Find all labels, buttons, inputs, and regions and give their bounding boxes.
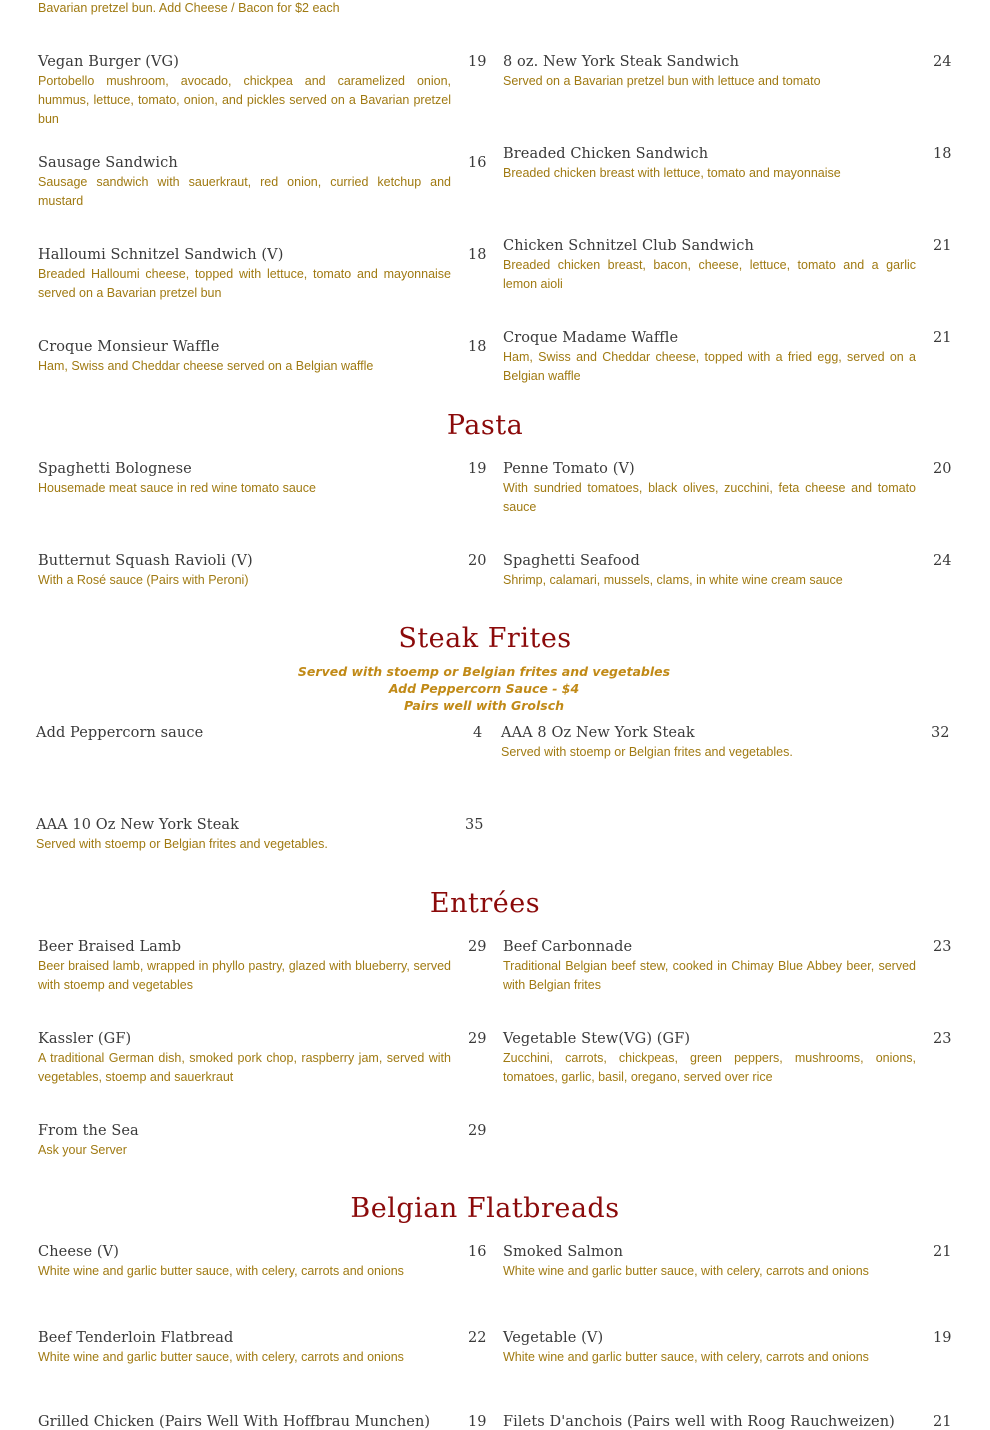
item-name: Spaghetti Seafood	[503, 553, 640, 569]
item-name: Spaghetti Bolognese	[38, 461, 192, 477]
item-name: Croque Monsieur Waffle	[38, 339, 220, 355]
item-description: Zucchini, carrots, chickpeas, green peppers, mushrooms, onions, tomatoes, garlic, basil, oregano, served over rice	[503, 1051, 916, 1084]
item-description: Portobello mushroom, avocado, chickpea and caramelized onion, hummus, lettuce, tomato, onion, and pickles served on a Bavarian pretzel bun	[38, 74, 451, 126]
item-price: 19	[933, 1330, 952, 1346]
menu-item	[503, 553, 952, 590]
menu-item	[501, 725, 950, 762]
menu-item	[38, 247, 487, 303]
item-name: Kassler (GF)	[38, 1031, 132, 1047]
item-name: Chicken Schnitzel Club Sandwich	[503, 238, 754, 254]
section-title-entrees: Entrées	[429, 888, 541, 919]
item-price: 18	[468, 247, 487, 263]
item-price: 19	[468, 54, 487, 70]
item-description: White wine and garlic butter sauce, with celery, carrots and onions	[503, 1350, 869, 1364]
menu-item	[38, 54, 487, 129]
menu-item	[38, 461, 487, 498]
item-description: White wine and garlic butter sauce, with celery, carrots and onions	[503, 1264, 869, 1278]
item-description: Breaded Halloumi cheese, topped with lettuce, tomato and mayonnaise served on a Bavarian pretzel bun	[38, 267, 451, 300]
item-name: Sausage Sandwich	[38, 155, 178, 171]
menu-item	[38, 339, 487, 376]
menu-item	[38, 1031, 487, 1087]
section-title-steak-frites: Steak Frites	[398, 623, 572, 654]
item-name: Smoked Salmon	[503, 1244, 624, 1260]
item-name: Beef Carbonnade	[503, 939, 633, 955]
item-name: Add Peppercorn sauce	[36, 725, 204, 741]
item-description: Breaded chicken breast, bacon, cheese, lettuce, tomato and a garlic lemon aioli	[503, 258, 916, 291]
menu-item	[503, 1244, 952, 1281]
item-price: 19	[468, 1414, 487, 1430]
menu-item	[503, 238, 952, 294]
item-description: Traditional Belgian beef stew, cooked in Chimay Blue Abbey beer, served with Belgian frites	[503, 959, 916, 992]
menu-item	[38, 553, 487, 590]
item-description: A traditional German dish, smoked pork chop, raspberry jam, served with vegetables, stoemp and sauerkraut	[38, 1051, 451, 1084]
item-price: 21	[933, 330, 952, 346]
item-price: 29	[468, 1031, 487, 1047]
menu-item	[503, 461, 952, 517]
item-description: Shrimp, calamari, mussels, clams, in white wine cream sauce	[503, 573, 843, 587]
item-name: AAA 8 Oz New York Steak	[501, 725, 695, 741]
menu-item	[38, 155, 487, 211]
item-description: Served on a Bavarian pretzel bun with lettuce and tomato	[503, 74, 821, 88]
menu-item	[503, 330, 952, 386]
item-description: Housemade meat sauce in red wine tomato sauce	[38, 481, 316, 495]
item-name: Vegetable Stew(VG) (GF)	[503, 1031, 691, 1047]
item-description: Sausage sandwich with sauerkraut, red onion, curried ketchup and mustard	[38, 175, 451, 208]
item-price: 22	[468, 1330, 487, 1346]
item-price: 4	[473, 725, 483, 741]
item-name: Vegetable (V)	[503, 1330, 604, 1346]
menu-item	[503, 1414, 952, 1430]
section-subtitle: Add Peppercorn Sauce - $4	[388, 681, 580, 696]
section-subtitle: Served with stoemp or Belgian frites and vegetables	[297, 664, 671, 679]
item-price: 18	[933, 146, 952, 162]
menu-item	[36, 725, 483, 741]
item-price: 32	[931, 725, 950, 741]
item-price: 21	[933, 1244, 952, 1260]
item-description: Served with stoemp or Belgian frites and vegetables.	[501, 745, 793, 759]
item-name: Penne Tomato (V)	[503, 461, 635, 477]
top-note: Bavarian pretzel bun. Add Cheese / Bacon for $2 each	[38, 1, 340, 15]
menu-item	[38, 1123, 487, 1160]
item-description: White wine and garlic butter sauce, with celery, carrots and onions	[38, 1264, 404, 1278]
item-price: 19	[468, 461, 487, 477]
item-price: 24	[933, 553, 952, 569]
menu-item	[503, 1031, 952, 1087]
item-name: Beef Tenderloin Flatbread	[38, 1330, 234, 1346]
item-description: Ham, Swiss and Cheddar cheese, topped with a fried egg, served on a Belgian waffle	[503, 350, 916, 383]
item-price: 23	[933, 1031, 952, 1047]
item-name: Filets D'anchois (Pairs well with Roog Rauchweizen)	[503, 1414, 895, 1430]
section-title-flatbreads: Belgian Flatbreads	[350, 1193, 620, 1224]
menu-item	[36, 817, 484, 854]
item-name: From the Sea	[38, 1123, 139, 1139]
section-subtitle: Pairs well with Grolsch	[403, 698, 565, 713]
item-description: Beer braised lamb, wrapped in phyllo pastry, glazed with blueberry, served with stoemp and vegetables	[38, 959, 451, 992]
item-description: Ham, Swiss and Cheddar cheese served on a Belgian waffle	[38, 359, 374, 373]
item-description: With sundried tomatoes, black olives, zucchini, feta cheese and tomato sauce	[503, 481, 916, 514]
menu-item	[503, 1330, 952, 1367]
menu-item	[38, 1244, 487, 1281]
item-name: Grilled Chicken (Pairs Well With Hoffbrau Munchen)	[38, 1414, 431, 1430]
item-price: 16	[468, 1244, 487, 1260]
item-price: 24	[933, 54, 952, 70]
menu-item	[503, 146, 952, 183]
item-price: 21	[933, 1414, 952, 1430]
item-name: Croque Madame Waffle	[503, 330, 679, 346]
item-description: With a Rosé sauce (Pairs with Peroni)	[38, 573, 249, 587]
item-price: 20	[933, 461, 952, 477]
item-description: Breaded chicken breast with lettuce, tomato and mayonnaise	[503, 166, 841, 180]
item-price: 35	[465, 817, 484, 833]
item-name: Cheese (V)	[38, 1244, 120, 1260]
menu-item	[503, 54, 952, 91]
item-description: Served with stoemp or Belgian frites and vegetables.	[36, 837, 328, 851]
item-name: AAA 10 Oz New York Steak	[36, 817, 240, 833]
item-name: Breaded Chicken Sandwich	[503, 146, 709, 162]
item-description: White wine and garlic butter sauce, with celery, carrots and onions	[38, 1350, 404, 1364]
item-name: Vegan Burger (VG)	[38, 54, 179, 70]
item-price: 23	[933, 939, 952, 955]
item-price: 20	[468, 553, 487, 569]
item-name: 8 oz. New York Steak Sandwich	[503, 54, 740, 70]
item-price: 29	[468, 939, 487, 955]
item-price: 29	[468, 1123, 487, 1139]
menu-item	[38, 939, 487, 995]
menu-item	[38, 1414, 487, 1430]
item-description: Ask your Server	[38, 1143, 127, 1157]
section-title-pasta: Pasta	[446, 410, 524, 441]
menu-item	[38, 1330, 487, 1367]
item-name: Halloumi Schnitzel Sandwich (V)	[38, 247, 284, 263]
item-price: 18	[468, 339, 487, 355]
item-name: Butternut Squash Ravioli (V)	[38, 553, 253, 569]
item-price: 16	[468, 155, 487, 171]
item-name: Beer Braised Lamb	[38, 939, 182, 955]
item-price: 21	[933, 238, 952, 254]
menu-item	[503, 939, 952, 995]
